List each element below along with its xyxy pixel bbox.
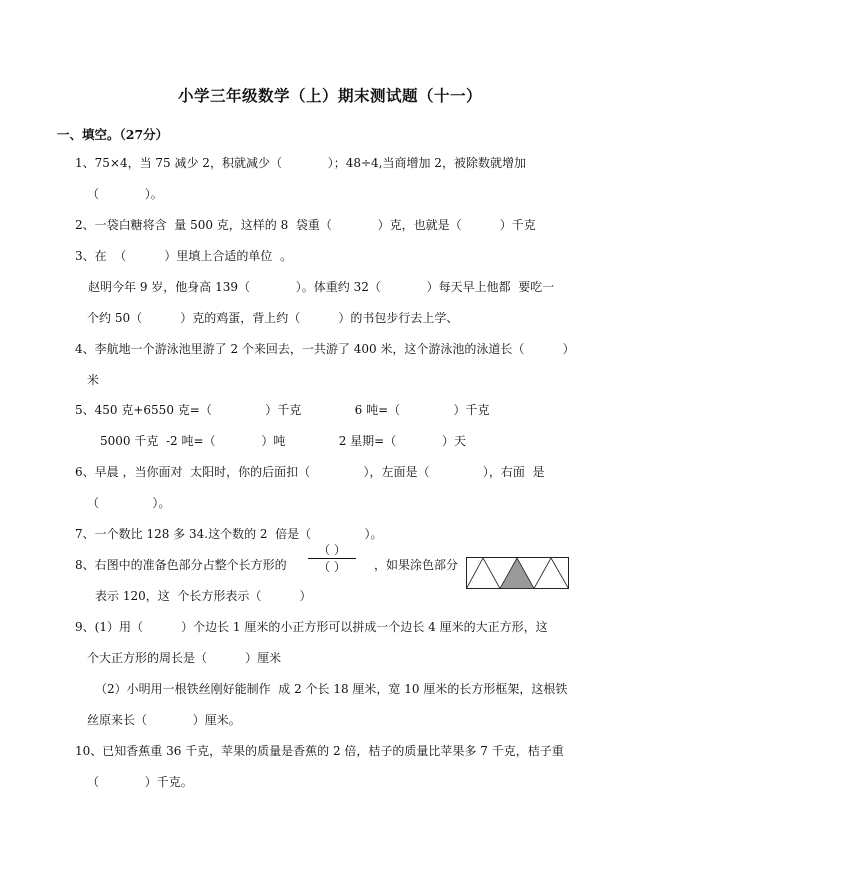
triangle-right	[534, 558, 569, 589]
page-title: 小学三年级数学（上）期末测试题（十一）	[177, 86, 482, 105]
question-10-line-2: （ ）千克。	[87, 775, 193, 789]
question-3: 3、在 （ ）里填上合适的单位 。	[75, 249, 293, 263]
question-3-line-3: 个约 50（ ）克的鸡蛋，背上约（ ）的书包步行去上学、	[87, 311, 459, 325]
question-1-line-1: 1、75×4，当 75 减少 2，积就减少（ ）；48÷4,当商增加 2，被除数就增加	[75, 156, 526, 170]
question-9-part-2-line-2: 丝原来长（ ）厘米。	[87, 713, 241, 727]
question-4: 4、李航地一个游泳池里游了 2 个来回去，一共游了 400 米，这个游泳池的泳道长（ ）	[75, 342, 575, 356]
shaded-triangle	[500, 558, 534, 589]
triangle-left	[467, 558, 501, 589]
question-8-part-2: ，如果涂色部分	[374, 558, 459, 572]
question-9-part-2: （2）小明用一根铁丝刚好能制作 成 2 个长 18 厘米，宽 10 厘米的长方形框架，这根铁	[95, 682, 568, 696]
fraction-numerator: （ ）	[318, 543, 346, 557]
question-5: 5、450 克+6550 克=（ ）千克 6 吨=（ ）千克	[75, 403, 490, 417]
fraction-blank	[306, 543, 358, 575]
question-9-part-1: 9、(1）用（ ）个边长 1 厘米的小正方形可以拼成一个边长 4 厘米的大正方形，这	[75, 620, 548, 634]
question-6: 6、早晨 ，当你面对 太阳时，你的后面扣（ ），左面是（ ），右面 是	[75, 465, 545, 479]
question-2: 2、一袋白糖将含 量 500 克，这样的 8 袋重（ ）克，也就是（ ）千克	[75, 218, 536, 232]
question-5-line-2: 5000 千克 -2 吨=（ ）吨 2 星期=（ ）天	[100, 434, 466, 448]
question-7: 7、一个数比 128 多 34.这个数的 2 倍是（ ）。	[75, 527, 383, 541]
question-9-part-1-line-2: 个大正方形的周长是（ ）厘米	[87, 651, 282, 665]
question-6-line-2: （ ）。	[87, 496, 171, 510]
question-8: 8、右图中的准备色部分占整个长方形的	[75, 558, 287, 572]
fraction-bar	[308, 558, 356, 559]
question-8-line-2: 表示 120，这 个长方形表示（ ）	[95, 589, 312, 603]
question-1-line-2: （ ）。	[87, 187, 163, 201]
triangle-rectangle-figure	[466, 557, 570, 591]
question-10: 10、已知香蕉重 36 千克，苹果的质量是香蕉的 2 倍，桔子的质量比苹果多 7 千克，桔子重	[75, 744, 564, 758]
question-3-line-2: 赵明今年 9 岁，他身高 139（ ）。体重约 32（ ）每天早上他都 要吃一	[88, 280, 555, 294]
section-heading-fill-in: 一、填空。（27分）	[57, 127, 169, 142]
fraction-denominator: （ ）	[318, 560, 346, 574]
question-4-line-2: 米	[87, 373, 100, 387]
